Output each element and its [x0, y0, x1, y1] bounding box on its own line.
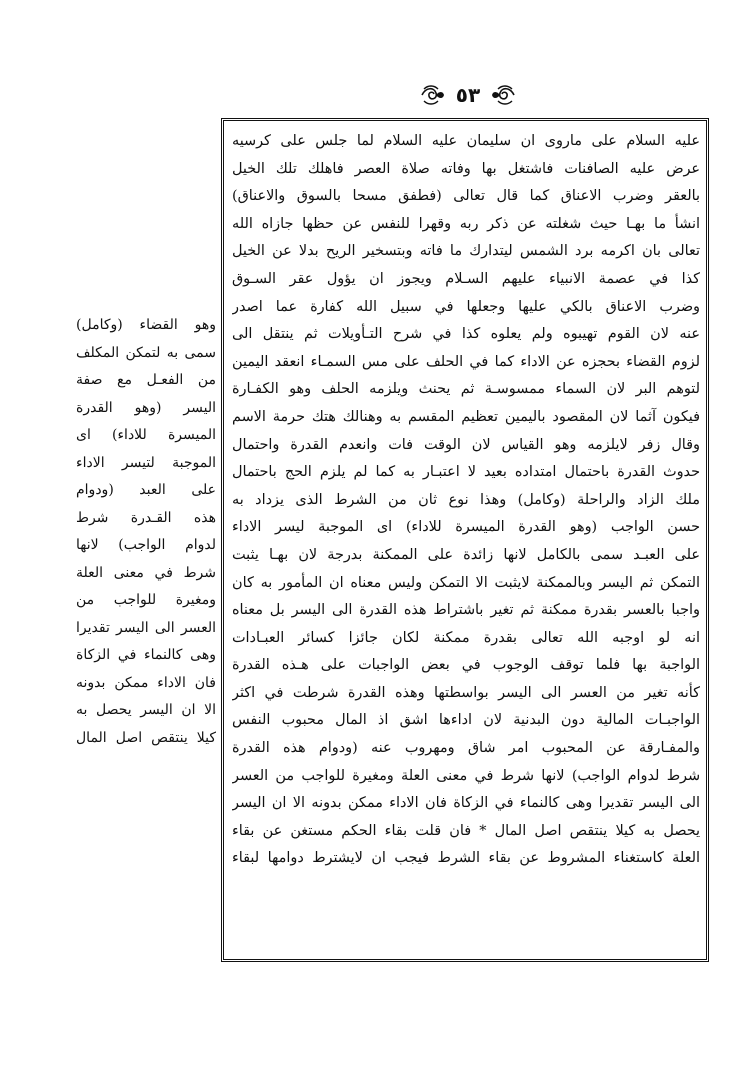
ornament-right-icon: [420, 83, 446, 107]
main-text-block: [232, 128, 700, 873]
main-text-line: الى اليسر تقديرا وهى كالنماء في الزكاة فان الاداء ممكن بدونه الا ان اليسر: [232, 795, 700, 812]
main-text-line: الواجبة بها فلما توقف الوجوب في بعض الواجبات على هـذه القدرة: [232, 657, 700, 674]
main-text-line: واجبا بالعسر بقدرة ممكنة ثم تغير باشتراط هذه القدرة الى اليسر بل معناه: [232, 602, 700, 619]
margin-text-line: كيلا ينتقص اصل المال: [76, 729, 216, 746]
margin-text-line: الا ان اليسر يحصل به: [76, 702, 216, 718]
margin-text-line: وهى كالنماء في الزكاة: [76, 647, 216, 663]
margin-text-line: العسر الى اليسر تقديرا: [76, 619, 216, 636]
main-text-line: شرط لدوام الواجب) لانها شرط في معنى العلة ومغيرة للواجب من العسر: [232, 767, 700, 784]
margin-text-line: ومغيرة للواجب من: [76, 592, 216, 608]
main-text-line: وقال زفر لايلزمه وهو القياس لان الوقت فات وانعدم القدرة واحتمال: [232, 436, 700, 453]
main-text-line: عرض عليه الصافنات فاشتغل بها وفاته صلاة العصر فاهلك تلك الخيل: [232, 160, 700, 177]
main-text-line: بالعقر وضرب الاعناق كما قال تعالى (فطفق مسحا بالسوق والاعناق): [232, 188, 700, 205]
main-text-line: ملك الزاد والراحلة (وكامل) وهذا نوع ثان من الشرط الذى يزداد به: [232, 491, 700, 508]
main-text-line: عليه السلام على ماروى ان سليمان عليه السلام لما جلس على كرسيه: [232, 133, 700, 149]
margin-text-line: سمى به لتمكن المكلف: [76, 344, 216, 361]
main-text-line: على العبـد سمى بالكامل لانها زائدة على الممكنة بدرجة لان بهـا يثبت: [232, 546, 700, 563]
main-text-line: العلة كاستغناء المشروط عن بقاء الشرط فيجب ان لايشترط دوامها لبقاء: [232, 850, 700, 867]
page-number: ٥٣: [455, 83, 481, 107]
margin-text-line: لدوام الواجب) لانها: [76, 537, 216, 553]
page-header: [410, 80, 526, 110]
main-text-line: لزوم القضاء بحجزه عن الاداء كما في الحلف على مس السمـاء انعقد اليمين: [232, 353, 700, 370]
main-text-line: التمكن ثم اليسر وبالممكنة لايثبت الا التمكن وليس معناه ان المأمور به كان: [232, 574, 700, 591]
main-text-line: حسن الواجب (وهو القدرة الميسرة للاداء) اى الموجبة ليسر الاداء: [232, 519, 700, 536]
margin-text-line: فان الاداء ممكن بدونه: [76, 674, 216, 691]
margin-text-line: الميسرة للاداء) اى: [76, 427, 216, 443]
margin-text-line: اليسر (وهو القدرة: [76, 399, 216, 416]
main-text-line: انشأ ما بهـا حيث شغلته عن ذكر ربه وقهرا للنفس عن حظها جازاه الله: [232, 215, 700, 232]
main-text-line: والمفـارقة عن المحبوب امر شاق ومهروب عنه (ودوام هذه القدرة: [232, 740, 700, 757]
main-text-line: فيكون آثما لان المقصود باليمين تعظيم المقسم به وهنالك هتك حرمة الاسم: [232, 408, 700, 425]
main-text-line: انه لو اوجبه الله تعالى بقدرة ممكنة لكان جائزا كسائر العبـادات: [232, 629, 700, 646]
main-text-line: وضرب الاعناق بالكي عليها وجعلها في سبيل الله كفارة عما اصدر: [232, 298, 700, 315]
margin-commentary: [76, 312, 216, 752]
main-text-line: عنه لان القوم تهيبوه ولم يعلوه كذا في شرح التـأويلات ثم ينتقل الى: [232, 326, 700, 343]
main-text-line: تعالى بان اكرمه برد الشمس ليتدارك ما فاته وبتسخير الريح بدلا عن الخيل: [232, 243, 700, 260]
margin-text-line: من الفعـل مع صفة: [76, 372, 216, 388]
main-text-line: لتوهم البر لان السماء ممسوسـة ثم يحنث ويلزمه الحلف وهو الكفـارة: [232, 381, 700, 398]
ornament-left-icon: [490, 83, 516, 107]
margin-text-line: شرط في معنى العلة: [76, 564, 216, 581]
main-text-line: الواجبـات المالية دون البدنية لان اداءها اشق اذ المال محبوب النفس: [232, 712, 700, 729]
main-text-line: حدوث القدرة باحتمال امتداده بعيد لا اعتبـار به كما لم يلزم الحج باحتمال: [232, 464, 700, 481]
margin-text-line: الموجبة لتيسر الاداء: [76, 454, 216, 471]
main-text-line: كذا في عصمة الانبياء عليهم السـلام ويجوز ان يؤول عقر السـوق: [232, 270, 700, 287]
margin-text-line: على العبد (ودوام: [76, 482, 216, 498]
main-text-line: كأنه تغير من العسر الى اليسر بواسطتها وهذه القدرة شرطت في اكثر: [232, 684, 700, 701]
margin-text-line: وهو القضاء (وكامل): [76, 317, 216, 333]
margin-text-line: هذه القـدرة شرط: [76, 509, 216, 526]
main-text-line: يحصل به كيلا ينتقص اصل المال * فان قلت بقاء الحكم مستغن عن بقاء: [232, 822, 700, 839]
